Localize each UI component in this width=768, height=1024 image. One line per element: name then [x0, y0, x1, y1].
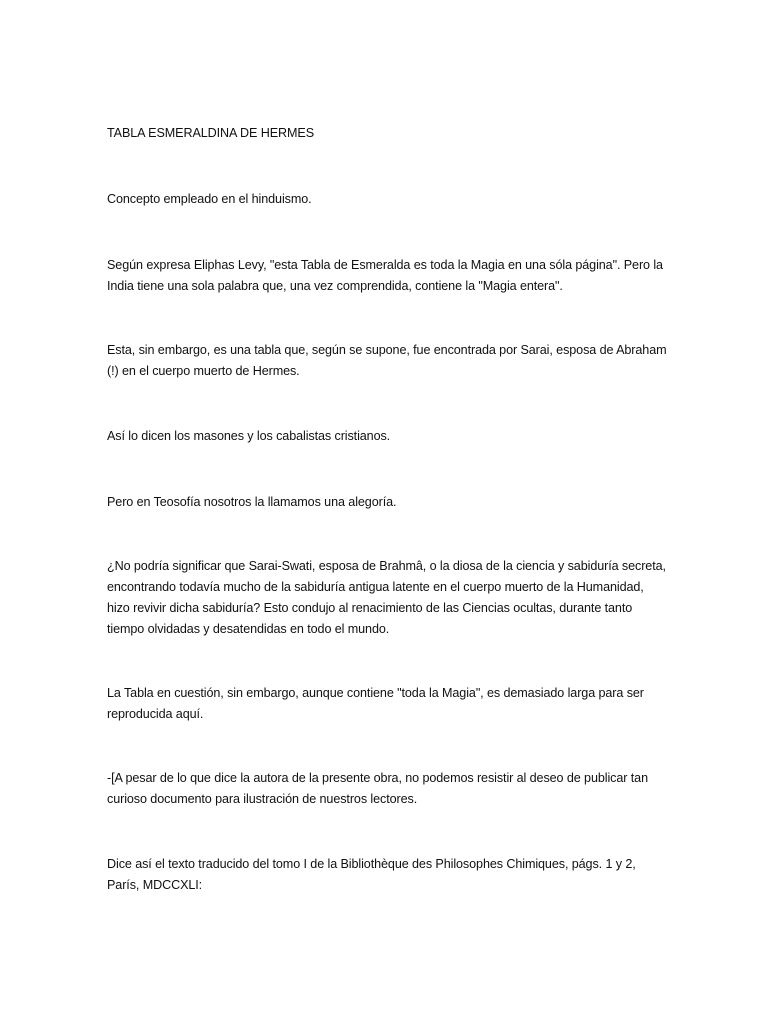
paragraph-7: La Tabla en cuestión, sin embargo, aunque contiene "toda la Magia", es demasiado larga para ser reproducida aquí.: [107, 686, 644, 721]
paragraph-8: -[A pesar de lo que dice la autora de la presente obra, no podemos resistir al deseo de publicar tan curioso documento para ilustración de nuestros lectores.: [107, 771, 648, 806]
document-title: TABLA ESMERALDINA DE HERMES: [107, 126, 315, 140]
paragraph-1: Concepto empleado en el hinduismo.: [107, 192, 312, 206]
paragraph-3: Esta, sin embargo, es una tabla que, según se supone, fue encontrada por Sarai, esposa de Abraham (!) en el cuerpo muerto de Hermes.: [107, 343, 667, 378]
paragraph-2: Según expresa Eliphas Levy, "esta Tabla de Esmeralda es toda la Magia en una sóla página". Pero la India tiene una sola palabra que, una vez comprendida, contiene la "Magia entera".: [107, 258, 663, 293]
paragraph-5: Pero en Teosofía nosotros la llamamos una alegoría.: [107, 495, 397, 509]
paragraph-4: Así lo dicen los masones y los cabalistas cristianos.: [107, 429, 391, 443]
paragraph-6: ¿No podría significar que Sarai-Swati, esposa de Brahmâ, o la diosa de la ciencia y sabiduría secreta, encontrando todavía mucho de la sabiduría antigua latente en el cuerpo muerto de la Humanidad, hizo revivir dicha sabiduría? Esto condujo al renacimiento de las Ciencias ocultas, durante tanto tiempo olvidadas y desatendidas en todo el mundo.: [107, 559, 666, 636]
paragraph-9: Dice así el texto traducido del tomo I de la Bibliothèque des Philosophes Chimiques, págs. 1 y 2, París, MDCCXLI:: [107, 857, 636, 892]
